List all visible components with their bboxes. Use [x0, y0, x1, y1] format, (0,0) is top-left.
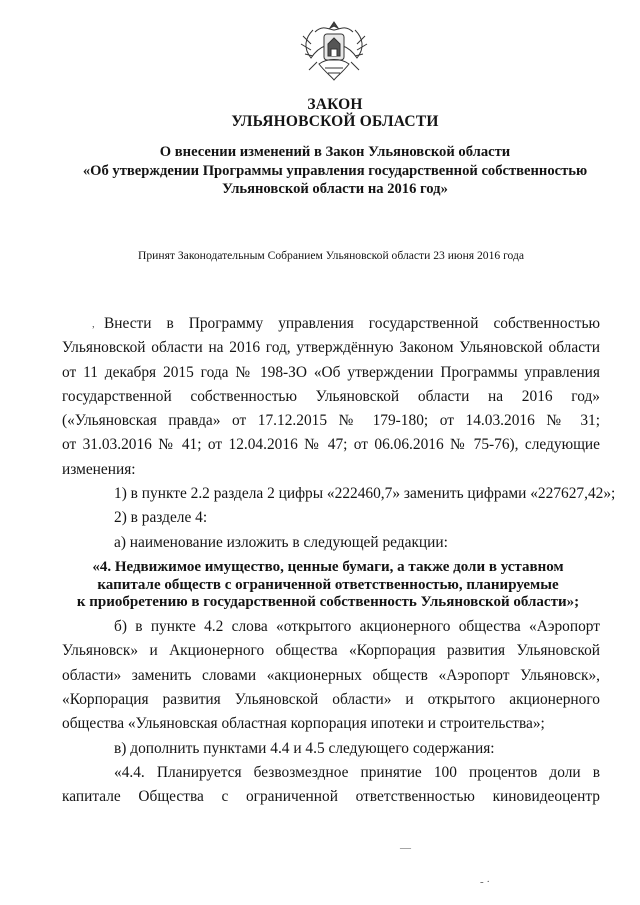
intro-line: изменения: [62, 460, 136, 478]
subtitle-line: Ульяновской области на 2016 год» [222, 181, 448, 197]
coat-of-arms-emblem [297, 18, 371, 86]
item-1: 1) в пункте 2.2 раздела 2 цифры «222460,7» заменить цифрами «227627,42»; [114, 485, 616, 503]
document-body [62, 312, 616, 809]
subtitle-line: «Об утверждении Программы управления государственной собственностью [82, 162, 588, 179]
intro-line: государственной собственностью Ульяновской области на 2016 год» [62, 387, 600, 405]
intro-line: от 31.03.2016 № 41; от 12.04.2016 № 47; от 06.06.2016 № 75-76), следующие [62, 436, 600, 454]
item-4-4-line: капитале Общества с ограниченной ответственностью киновидеоцентр [62, 788, 600, 806]
heading-line: к приобретению в государственной собственность Ульяновской области»; [76, 594, 580, 611]
subtitle-line: О внесении изменений в Закон Ульяновской области [159, 144, 511, 160]
adoption-note: Принят Законодательным Собранием Ульяновской области 23 июня 2016 года [138, 249, 525, 262]
law-region-title: УЛЬЯНОВСКОЙ ОБЛАСТИ [231, 113, 439, 130]
item-4-4-line: «4.4. Планируется безвозмездное принятие 100 процентов доли в [114, 763, 600, 781]
item-b-line: «Корпорация развития Ульяновской области» и открытого акционерного [62, 690, 600, 708]
scan-mark: — [400, 842, 411, 854]
item-b-line: Ульяновск» и Акционерного общества «Корпорация развития Ульяновской [62, 642, 600, 660]
intro-line: («Ульяновская правда» от 17.12.2015 № 179-180; от 14.03.2016 № 31; [62, 412, 600, 430]
scan-mark: , [92, 318, 95, 330]
heading-line: капитале обществ с ограниченной ответственностью, планируемые [97, 576, 559, 593]
intro-line: от 11 декабря 2015 года № 198-ЗО «Об утверждении Программы управления [62, 363, 600, 381]
item-b-line: общества «Ульяновская областная корпорация ипотеки и строительства»; [62, 715, 545, 733]
item-2: 2) в разделе 4: [114, 509, 208, 527]
item-b-line: б) в пункте 4.2 слова «открытого акционерного общества «Аэропорт [114, 618, 600, 636]
intro-line: Внести в Программу управления государственной собственностью [104, 315, 600, 332]
section-4-heading [56, 559, 600, 612]
item-a: а) наименование изложить в следующей редакции: [114, 533, 448, 551]
scan-mark: - · [480, 876, 491, 888]
item-b-line: области» заменить словами «акционерных обществ «Аэропорт Ульяновск», [62, 666, 600, 684]
heading-line: «4. Недвижимое имущество, ценные бумаги, а также доли в уставном [92, 558, 564, 575]
intro-line: Ульяновской области на 2016 год, утверждённую Законом Ульяновской области [62, 339, 600, 357]
law-subtitle [40, 143, 630, 199]
item-c: в) дополнить пунктами 4.4 и 4.5 следующего содержания: [114, 739, 495, 757]
law-title: ЗАКОН [307, 96, 363, 113]
